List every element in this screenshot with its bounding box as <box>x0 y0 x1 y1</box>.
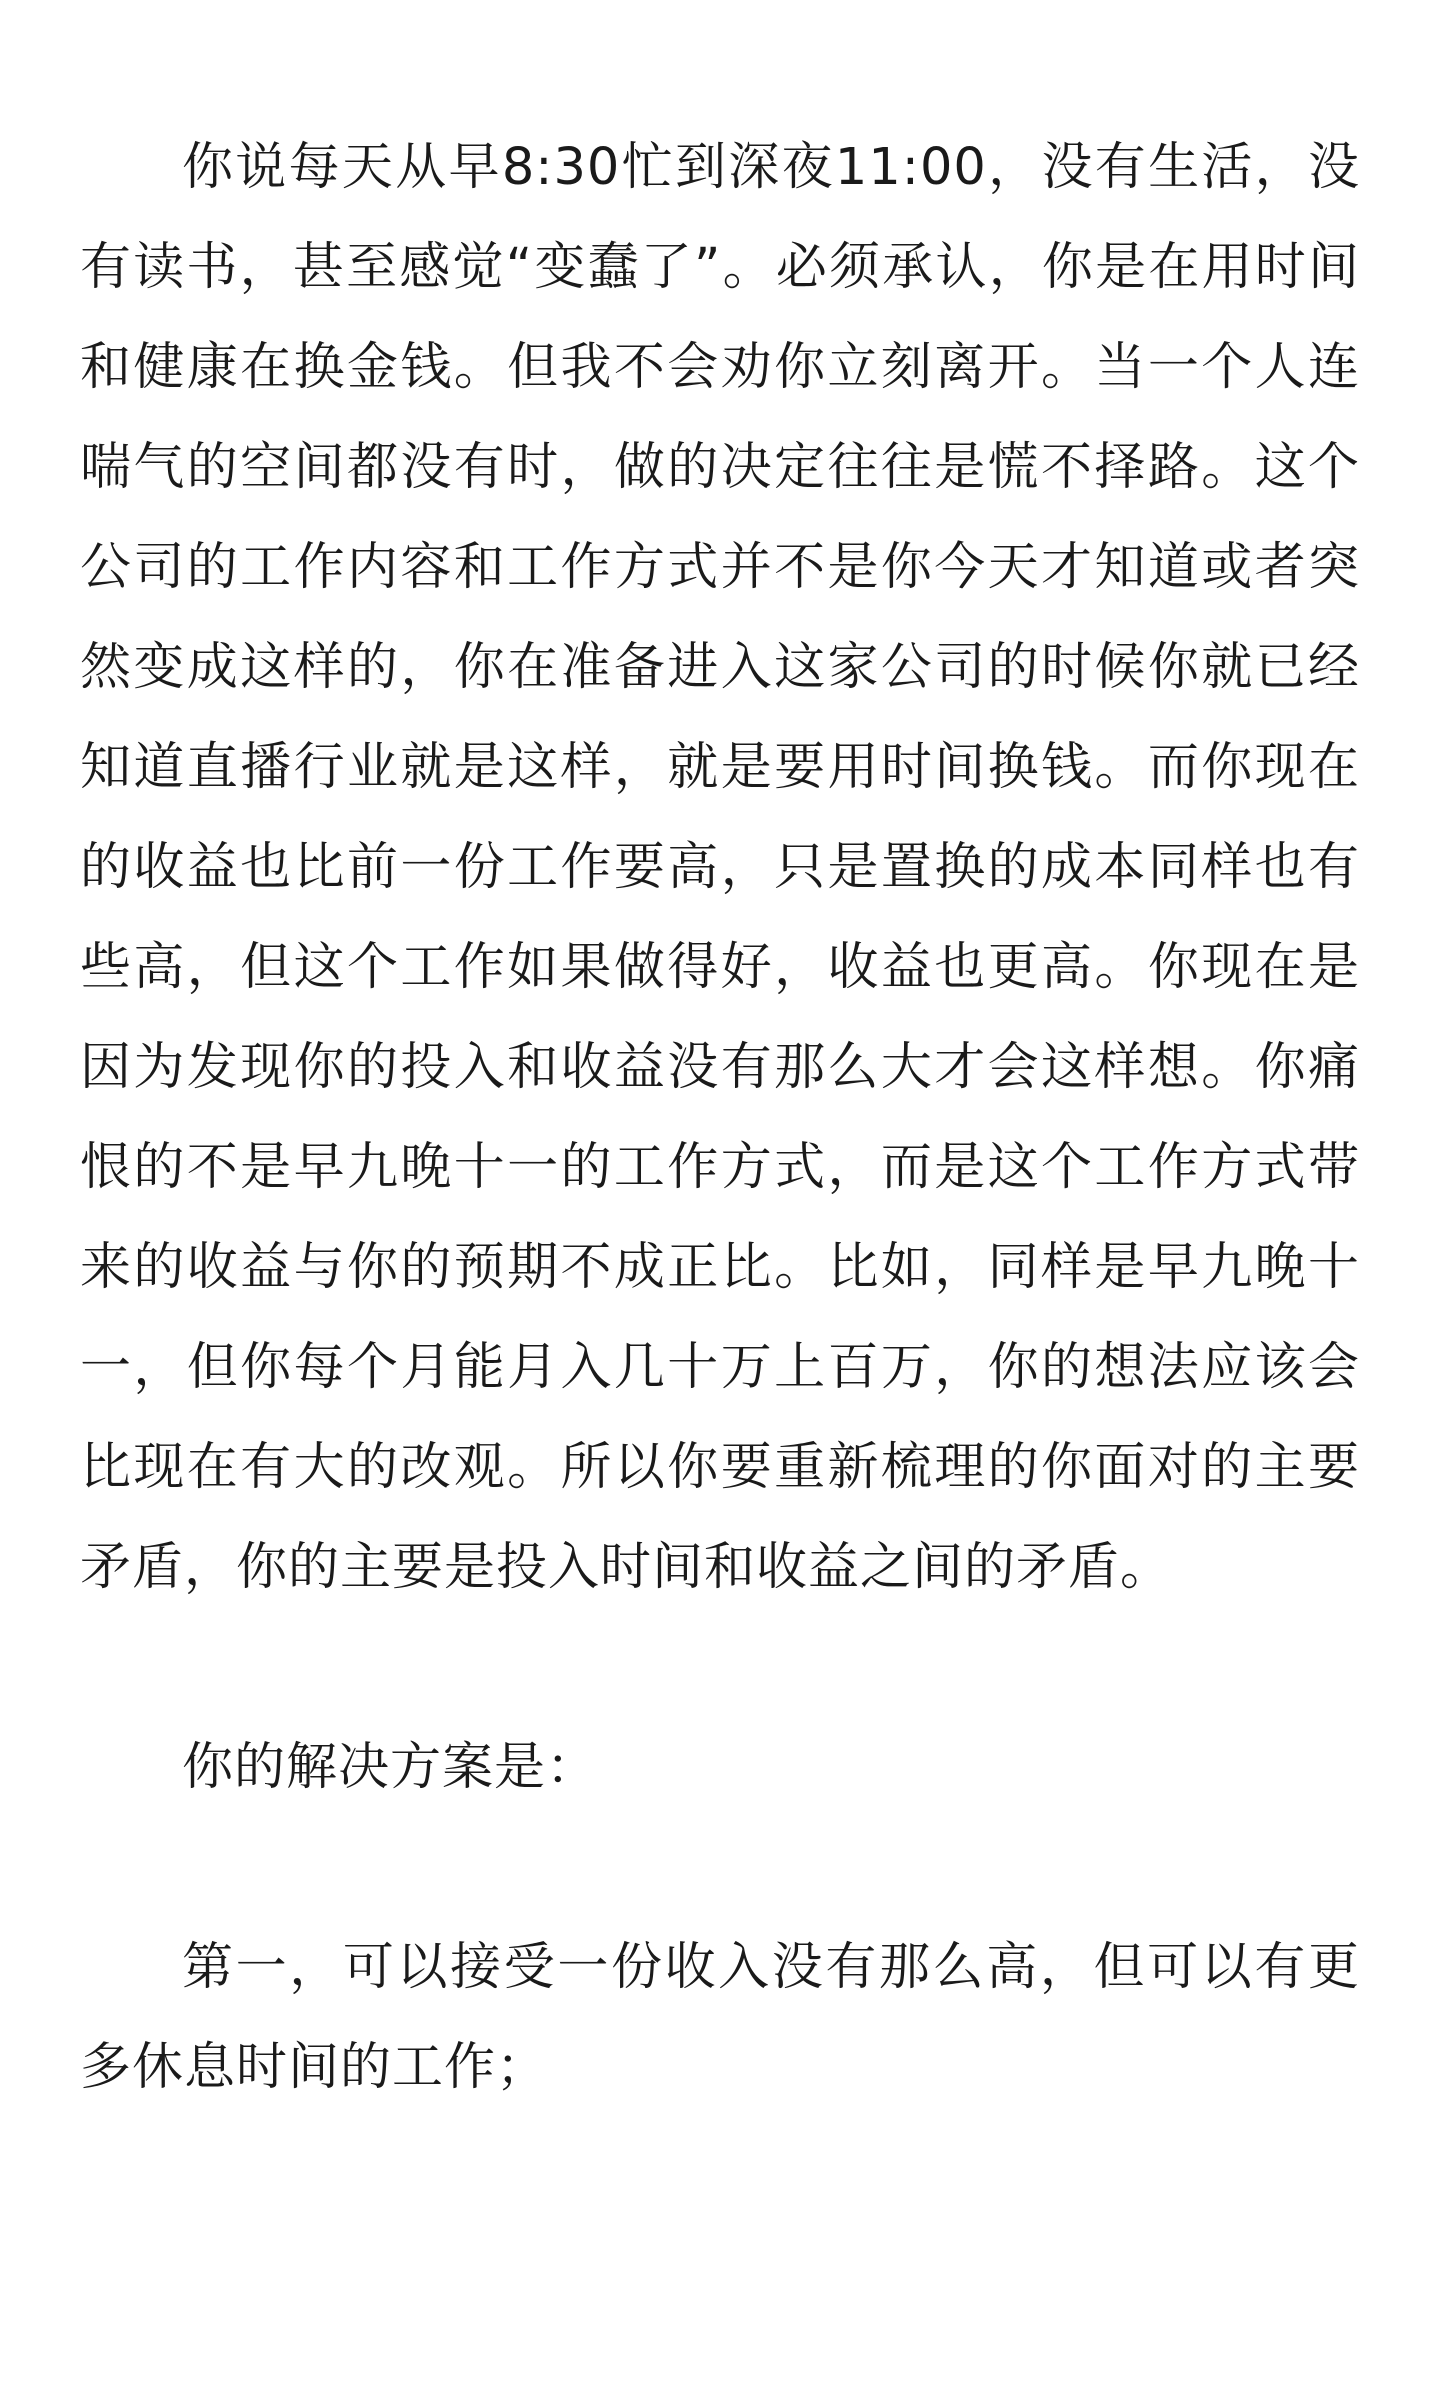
paragraph-advice: 你说每天从早8:30忙到深夜11:00，没有生活，没有读书，甚至感觉“变蠢了”。必须承认，你是在用时间和健康在换金钱。但我不会劝你立刻离开。当一个人连喘气的空间都没有时，做的决定往往是慌不择路。这个公司的工作内容和工作方式并不是你今天才知道或者突然变成这样的，你在准备进入这家公司的时候你就已经知道直播行业就是这样，就是要用时间换钱。而你现在的收益也比前一份工作要高，只是置换的成本同样也有些高，但这个工作如果做得好，收益也更高。你现在是因为发现你的投入和收益没有那么大才会这样想。你痛恨的不是早九晚十一的工作方式，而是这个工作方式带来的收益与你的预期不成正比。比如，同样是早九晚十一，但你每个月能月入几十万上百万，你的想法应该会比现在有大的改观。所以你要重新梳理的你面对的主要矛盾，你的主要是投入时间和收益之间的矛盾。 <box>80 138 1360 1597</box>
paragraph-solution-first: 第一，可以接受一份收入没有那么高，但可以有更多休息时间的工作； <box>80 1938 1360 2097</box>
article-body <box>80 118 1360 2118</box>
paragraph-solution-heading: 你的解决方案是： <box>182 1738 599 1797</box>
